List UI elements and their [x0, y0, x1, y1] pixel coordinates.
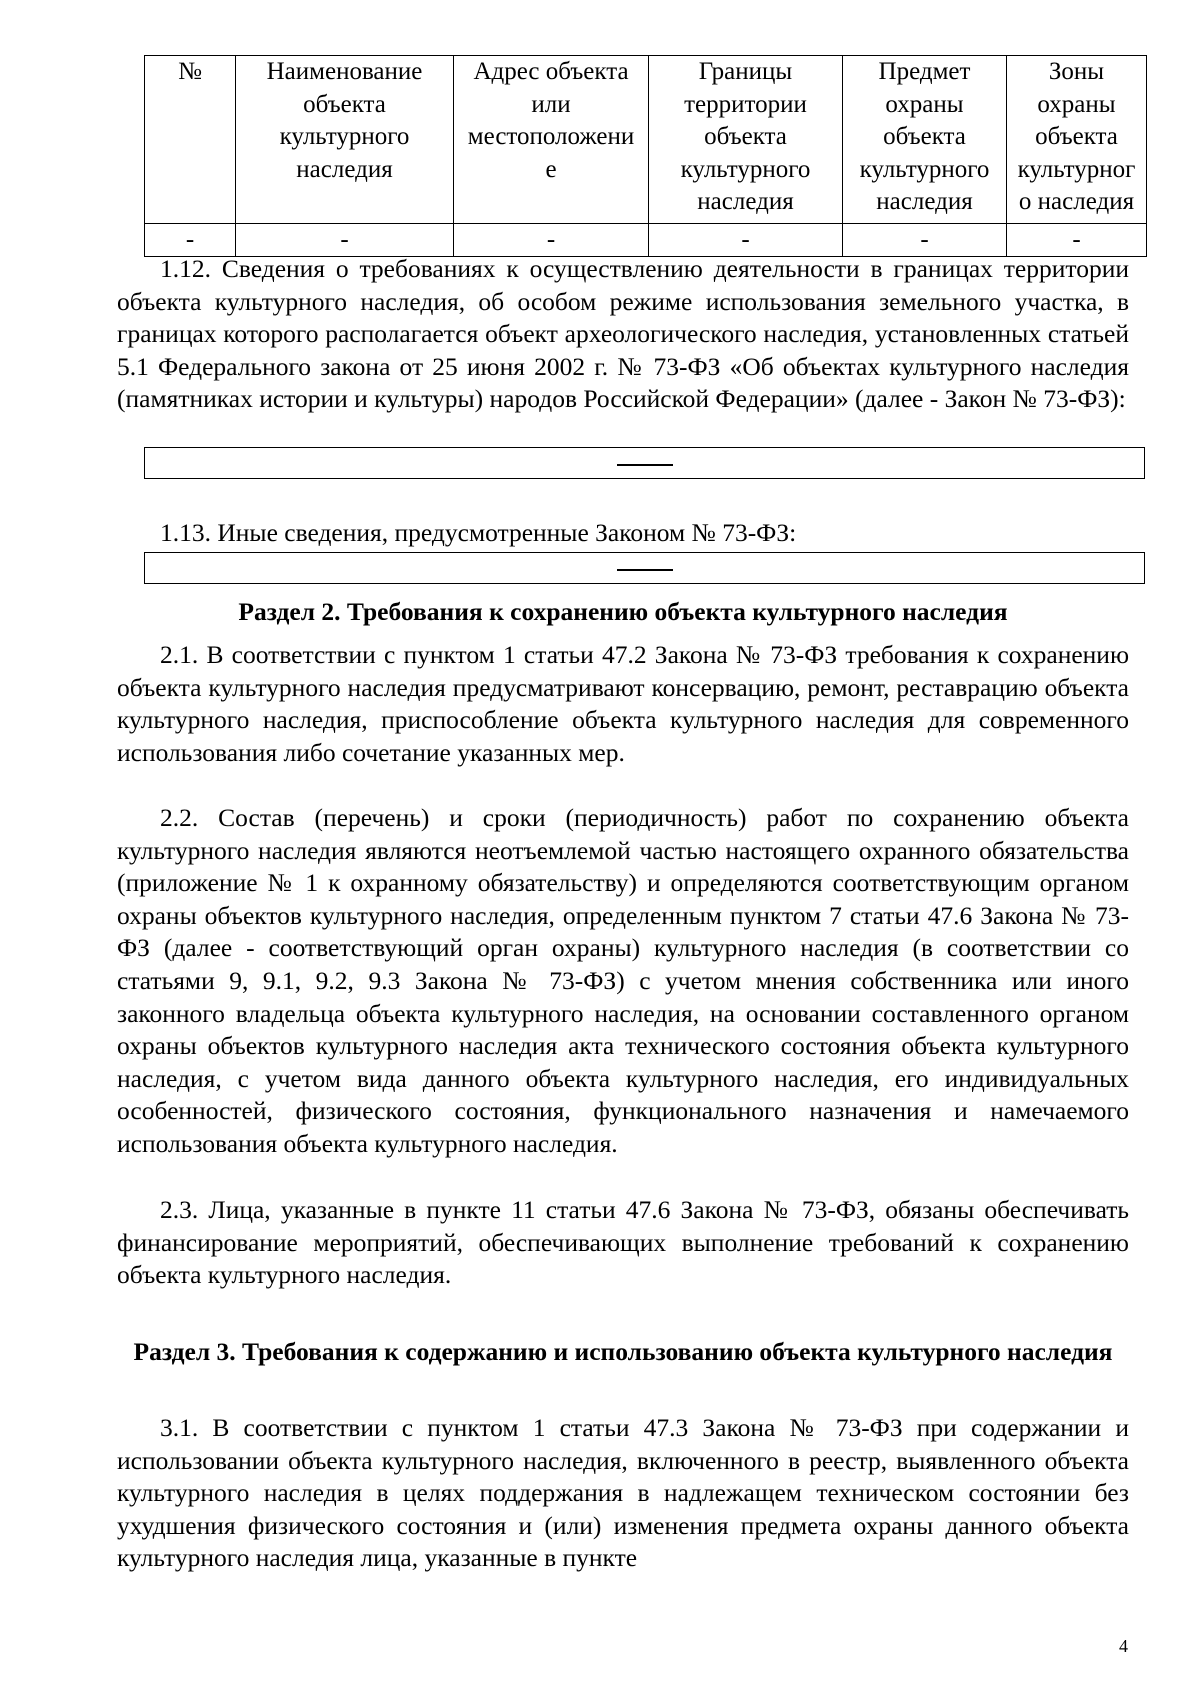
table-row	[145, 224, 1147, 257]
header-territory-borders: Границы территории объекта культурного наследия	[649, 56, 843, 224]
header-protection-subject: Предмет охраны объекта культурного наследия	[843, 56, 1007, 224]
empty-dash	[617, 569, 673, 571]
empty-info-box-1-12	[144, 447, 1145, 479]
table-cell: -	[145, 224, 236, 257]
table-cell: -	[649, 224, 843, 257]
paragraph-1-12: 1.12. Сведения о требованиях к осуществлению деятельности в границах территории объекта культурного наследия, об особом режиме использования земельного участка, в границах которого располагается объект археологического наследия, установленных статьей 5.1 Федерального закона от 25 июня 2002 г. № 73-ФЗ «Об объектах культурного наследия (памятниках истории и культуры) народов Российской Федерации» (далее - Закон № 73-ФЗ):	[117, 254, 1129, 414]
paragraph-3-1: 3.1. В соответствии с пунктом 1 статьи 47.3 Закона № 73-ФЗ при содержании и использовании объекта культурного наследия, включенного в реестр, выявленного объекта культурного наследия в целях поддержания в надлежащем техническом состоянии без ухудшения физического состояния и (или) изменения предмета охраны данного объекта культурного наследия лица, указанные в пункте	[117, 1413, 1129, 1573]
header-number: №	[145, 56, 236, 224]
heritage-object-table	[144, 55, 1147, 257]
section-3-title: Раздел 3. Требования к содержанию и использованию объекта культурного наследия	[133, 1337, 1113, 1366]
table-cell: -	[236, 224, 454, 257]
header-protection-zones: Зоны охраны объекта культурног о наследия	[1007, 56, 1147, 224]
header-object-address: Адрес объекта или местоположени е	[454, 56, 649, 224]
paragraph-2-3: 2.3. Лица, указанные в пункте 11 статьи 47.6 Закона № 73-ФЗ, обязаны обеспечивать финансирование мероприятий, обеспечивающих выполнение требований к сохранению объекта культурного наследия.	[117, 1195, 1129, 1290]
paragraph-2-1: 2.1. В соответствии с пунктом 1 статьи 47.2 Закона № 73-ФЗ требования к сохранению объекта культурного наследия предусматривают консервацию, ремонт, реставрацию объекта культурного наследия, приспособление объекта культурного наследия для современного использования либо сочетание указанных мер.	[117, 640, 1129, 767]
header-object-name: Наименование объекта культурного наследия	[236, 56, 454, 224]
section-2-title: Раздел 2. Требования к сохранению объекта культурного наследия	[238, 597, 1008, 626]
paragraph-2-2: 2.2. Состав (перечень) и сроки (периодичность) работ по сохранению объекта культурного наследия являются неотъемлемой частью настоящего охранного обязательства (приложение № 1 к охранному обязательству) и определяются соответствующим органом охраны объектов культурного наследия, определенным пунктом 7 статьи 47.6 Закона № 73-ФЗ (далее - соответствующий орган охраны) культурного наследия (в соответствии со статьями 9, 9.1, 9.2, 9.3 Закона № 73-ФЗ) с учетом мнения собственника или иного законного владельца объекта культурного наследия, на основании составленного органом охраны объектов культурного наследия акта технического состояния объекта культурного наследия, с учетом вида данного объекта культурного наследия, его индивидуальных особенностей, физического состояния, функционального назначения и намечаемого использования объекта культурного наследия.	[117, 803, 1129, 1158]
table-cell: -	[843, 224, 1007, 257]
table-cell: -	[454, 224, 649, 257]
empty-info-box-1-13	[144, 552, 1145, 584]
table-header-row	[145, 56, 1147, 224]
paragraph-1-13: 1.13. Иные сведения, предусмотренные Законом № 73-ФЗ:	[160, 518, 797, 547]
empty-dash	[617, 464, 673, 466]
page-number: 4	[1119, 1636, 1128, 1656]
table-cell: -	[1007, 224, 1147, 257]
